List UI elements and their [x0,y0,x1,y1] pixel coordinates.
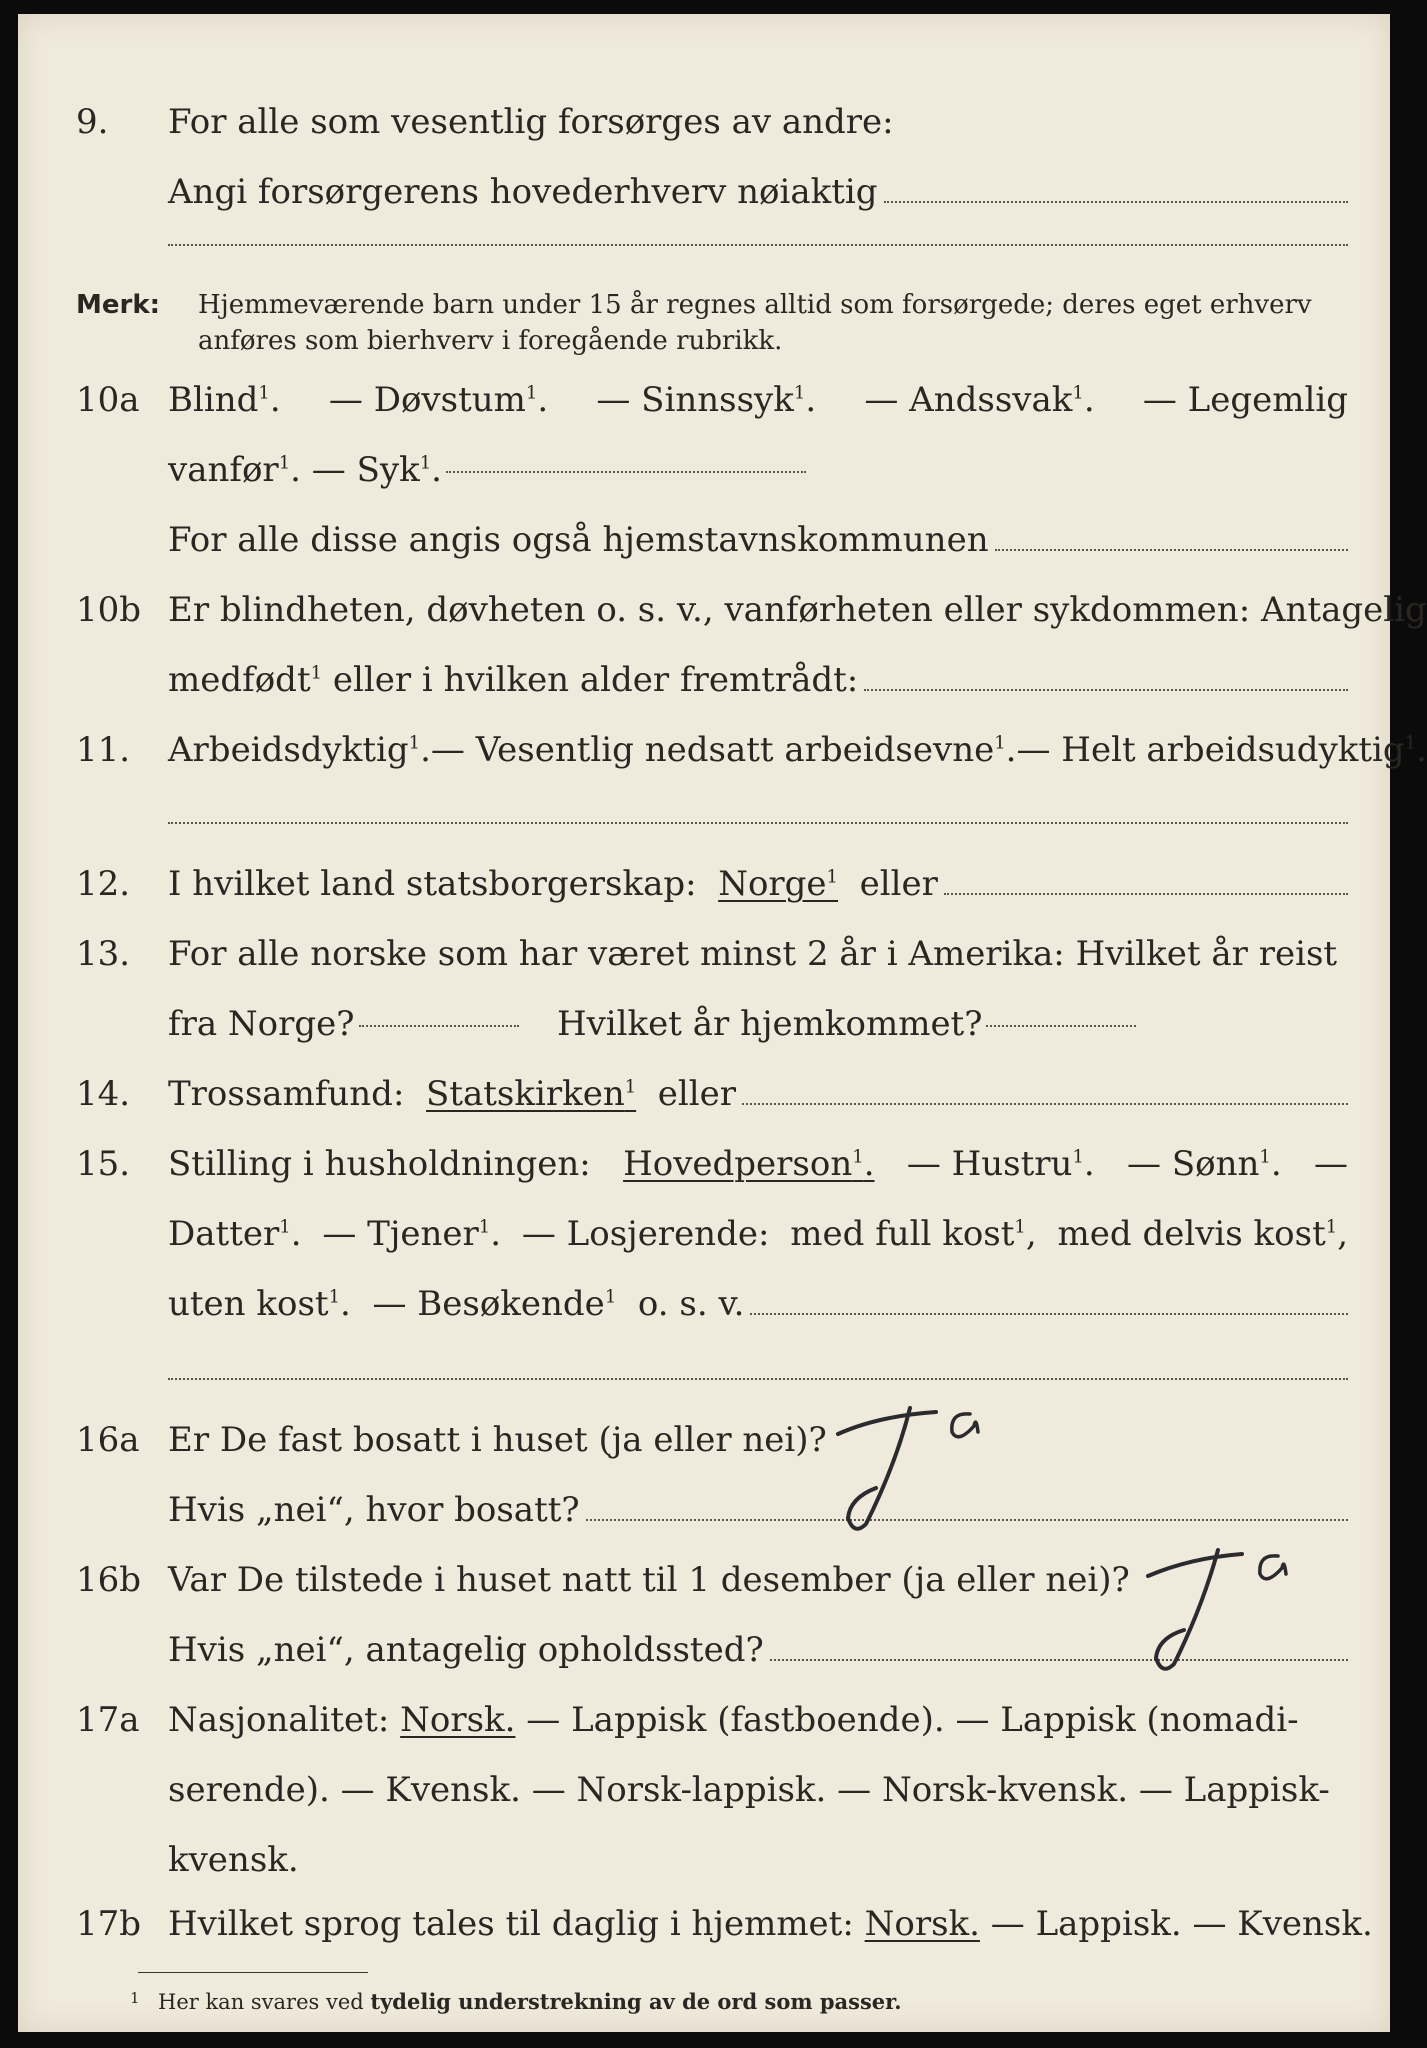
q10a-number: 10a [76,380,140,420]
q9-subquestion: Angi forsørgerens hovederhverv nøiaktig [168,172,878,212]
footnote-rule [138,1972,368,1973]
option-tjener[interactable]: — Tjener$^1$. [322,1214,502,1254]
q12-eller: eller [859,864,938,904]
q12-answer-row [168,864,1348,904]
q11-extra-line[interactable] [168,822,1348,824]
option-arbeidsdyktig[interactable]: Arbeidsdyktig$^1$. [168,730,431,770]
option-legemlig[interactable]: — Legemlig [1142,380,1348,420]
q16a-subquestion: Hvis „nei“, hvor bosatt? [168,1490,580,1530]
q16b-number: 16b [76,1560,142,1600]
q10a-hjemstavn-field[interactable] [995,549,1348,551]
q13-question: For alle norske som har været minst 2 år i Amerika: Hvilket år reist [168,934,1338,974]
q15-options-2 [168,1214,1348,1254]
option-udyktig[interactable]: — Helt arbeidsudyktig$^1$. [1016,730,1427,770]
q13-number: 13. [76,934,131,974]
q14-eller: eller [657,1074,737,1114]
option-datter[interactable]: Datter$^1$. [168,1214,302,1254]
q10a-hjemstavn-label: For alle disse angis også hjemstavnskommunen [168,520,989,560]
q11-number: 11. [76,730,131,770]
q10b-question: Er blindheten, døvheten o. s. v., vanførheten eller sykdommen: Antagelig [168,590,1427,630]
option-delvis-kost[interactable]: med delvis kost$^1$, [1057,1214,1348,1254]
q10a-hjemstavn-row [168,520,1348,560]
q13-hjemkommet-field[interactable] [986,1025,1136,1027]
option-dovstum[interactable]: — Døvstum$^1$. [328,380,549,420]
q11-options [168,730,1427,770]
q12-number: 12. [76,864,131,904]
q17a-options-1: — Lappisk (fastboende). — Lappisk (nomadi- [526,1700,1299,1740]
q15-losjerende-label: — Losjerende: [521,1214,770,1254]
option-norge[interactable]: Norge$^1$ [718,864,838,904]
option-full-kost[interactable]: med full kost$^1$, [790,1214,1037,1254]
q9-answer-field[interactable] [884,201,1348,203]
q17a-options-2: serende). — Kvensk. — Norsk-lappisk. — Norsk-kvensk. — Lappisk- [168,1770,1330,1810]
q12-answer-field[interactable] [944,893,1348,895]
q16a-question: Er De fast bosatt i huset (ja eller nei)? [168,1420,827,1460]
option-vanfor[interactable]: vanfør$^1$. [168,450,301,490]
q16b-handwritten-answer [1130,1526,1330,1676]
q13-reist-field[interactable] [359,1025,519,1027]
option-sonn[interactable]: — Sønn$^1$. [1127,1144,1282,1184]
q17a-question: Nasjonalitet: [168,1700,390,1740]
option-uten-kost[interactable]: uten kost$^1$. [168,1284,351,1324]
q15-osv: o. s. v. [637,1284,745,1324]
q15-dash: — [1313,1144,1348,1184]
q14-number: 14. [76,1074,131,1114]
q9-answer-row [168,172,1348,212]
q16a-answer-row [168,1490,1348,1530]
handwriting-ja-16a [818,1386,1018,1536]
merk-text-1: Hjemmeværende barn under 15 år regnes alltid som forsørgede; deres eget erhverv [198,290,1312,320]
q14-question: Trossamfund: [168,1074,405,1114]
q17b-options: — Lappisk. — Kvensk. [990,1904,1373,1944]
q16a-number: 16a [76,1420,140,1460]
census-form-page [18,14,1427,2032]
footnote-mark: 1 [130,1989,140,2007]
option-besokende[interactable]: — Besøkende$^1$ [372,1284,617,1324]
option-blind[interactable]: Blind$^1$. [168,380,281,420]
q10a-options [168,380,1348,420]
option-syk[interactable]: — Syk$^1$. [311,450,442,490]
q10b-number: 10b [76,590,142,630]
option-nedsatt[interactable]: — Vesentlig nedsatt arbeidsevne$^1$. [430,730,1017,770]
option-sinnssyk[interactable]: — Sinnssyk$^1$. [596,380,817,420]
option-statskirken[interactable]: Statskirken$^1$ [426,1074,637,1114]
q17a-options-3: kvensk. [168,1840,299,1880]
q10a-options-2 [168,450,812,490]
q15-answer-row [168,1284,1348,1324]
q15-question: Stilling i husholdningen: [168,1144,591,1184]
q15-options-1 [168,1144,1348,1184]
q9-extra-line[interactable] [168,244,1348,246]
q10b-answer-row [168,660,1348,700]
footnote-bold-text: tydelig understrekning av de ord som passer. [370,1989,902,2014]
q17b-question: Hvilket sprog tales til daglig i hjemmet: [168,1904,854,1944]
q13-hjemkommet-label: Hvilket år hjemkommet? [556,1004,983,1044]
q16b-question: Var De tilstede i huset natt til 1 desember (ja eller nei)? [168,1560,1130,1600]
q9-number: 9. [76,102,109,142]
q15-extra-line[interactable] [168,1378,1348,1380]
q17a-number: 17a [76,1700,140,1740]
q17b-number: 17b [76,1904,142,1944]
option-norsk-sprog[interactable]: Norsk. [864,1904,980,1944]
footnote-text: Her kan svares ved [158,1990,364,2014]
q16b-subquestion: Hvis „nei“, antagelig opholdssted? [168,1630,764,1670]
q10a-answer-field[interactable] [446,471,806,473]
option-hovedperson[interactable]: Hovedperson$^1$. [623,1144,875,1184]
option-norsk-nasjonalitet[interactable]: Norsk. [400,1700,516,1740]
option-andssvak[interactable]: — Andssvak$^1$. [864,380,1095,420]
q12-question: I hvilket land statsborgerskap: [168,864,697,904]
q9-question: For alle som vesentlig forsørges av andre: [168,102,894,142]
q16a-handwritten-answer [818,1386,1018,1536]
handwriting-ja-16b [1130,1526,1330,1676]
q10b-answer-field[interactable] [864,689,1348,691]
q13-reist-label: fra Norge? [168,1004,355,1044]
q15-answer-field[interactable] [750,1313,1348,1315]
option-hustru[interactable]: — Hustru$^1$. [906,1144,1095,1184]
merk-label: Merk: [76,290,161,320]
q10b-option-medfodt[interactable]: medfødt$^1$ [168,660,323,700]
merk-text-2: anføres som bierhverv i foregående rubrikk. [198,326,783,356]
q14-answer-field[interactable] [742,1103,1348,1105]
q15-number: 15. [76,1144,131,1184]
q10b-alder-label: eller i hvilken alder fremtrådt: [332,660,859,700]
q14-answer-row [168,1074,1348,1114]
